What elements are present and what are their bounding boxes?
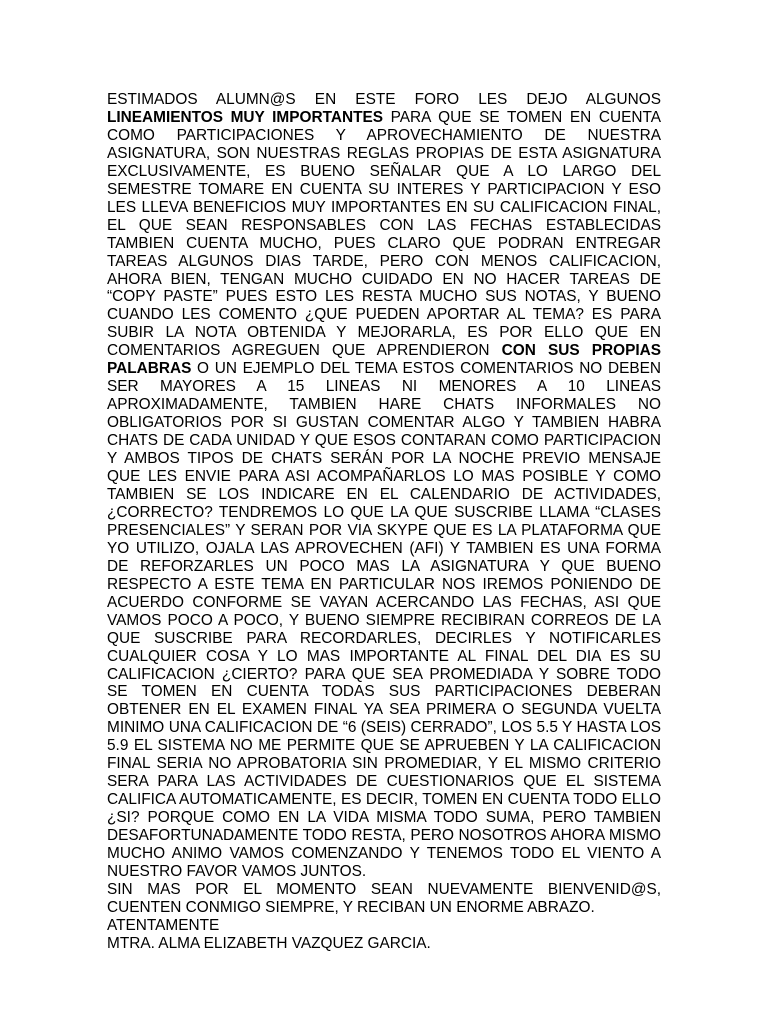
emphasis-own-words: CON SUS PROPIAS PALABRAS [107, 342, 661, 378]
body-text-part-1: ESTIMADOS ALUMN@S EN ESTE FORO LES DEJO ALGUNOS [107, 91, 661, 108]
body-text-part-2: PARA QUE SE TOMEN EN CUENTA COMO PARTICIPACIONES Y APROVECHAMIENTO DE NUESTRA ASIGNATURA, SON NUESTRAS REGLAS PROPIAS DE ESTA ASIGNATURA EXCLUSIVAMENTE, ES BUENO SEÑALAR QUE A LO LARGO DEL SEMESTRE TOMARE EN CUENTA SU INTERES Y PARTICIPACION Y ESO LES LLEVA BENEFICIOS MUY IMPORTANTES EN SU CALIFICACION FINAL, EL QUE SEAN RESPONSABLES CON LAS FECHAS ESTABLECIDAS TAMBIEN CUENTA MUCHO, PUES CLARO QUE PODRAN ENTREGAR TAREAS ALGUNOS DIAS TARDE, PERO CON MENOS CALIFICACION, AHORA BIEN, TENGAN MUCHO CUIDADO EN NO HACER TAREAS DE “COPY PASTE” PUES ESTO LES RESTA MUCHO SUS NOTAS, Y BUENO CUANDO LES COMENTO ¿QUE PUEDEN APORTAR AL TEMA? ES PARA SUBIR LA NOTA OBTENIDA Y MEJORARLA, ES POR ELLO QUE EN COMENTARIOS AGREGUEN QUE APRENDIERON [107, 108, 661, 360]
letter-page [107, 91, 661, 953]
letter-body-paragraph [107, 91, 661, 881]
closing-paragraph: SIN MAS POR EL MOMENTO SEAN NUEVAMENTE BIENVENID@S, CUENTEN CONMIGO SIEMPRE, Y RECIBAN UN ENORME ABRAZO. [107, 880, 661, 916]
emphasis-guidelines: LINEAMIENTOS MUY IMPORTANTES [107, 108, 384, 126]
body-text-part-3: O UN EJEMPLO DEL TEMA ESTOS COMENTARIOS NO DEBEN SER MAYORES A 15 LINEAS NI MENORES A 10 LINEAS APROXIMADAMENTE, TAMBIEN HARE CHATS INFORMALES NO OBLIGATORIOS POR SI GUSTAN COMENTAR ALGO Y TAMBIEN HABRA CHATS DE CADA UNIDAD Y QUE ESOS CONTARAN COMO PARTICIPACION Y AMBOS TIPOS DE CHATS SERÁN POR LA NOCHE PREVIO MENSAJE QUE LES ENVIE PARA ASI ACOMPAÑARLOS LO MAS POSIBLE Y COMO TAMBIEN SE LOS INDICARE EN EL CALENDARIO DE ACTIVIDADES, ¿CORRECTO? TENDREMOS LO QUE LA QUE SUSCRIBE LLAMA “CLASES PRESENCIALES” Y SERAN POR VIA SKYPE QUE ES LA PLATAFORMA QUE YO UTILIZO, OJALA LAS APROVECHEN (AFI) Y TAMBIEN ES UNA FORMA DE REFORZARLES UN POCO MAS LA ASIGNATURA Y QUE BUENO RESPECTO A ESTE TEMA EN PARTICULAR NOS IREMOS PONIENDO DE ACUERDO CONFORME SE VAYAN ACERCANDO LAS FECHAS, ASI QUE VAMOS POCO A POCO, Y BUENO SIEMPRE RECIBIRAN CORREOS DE LA QUE SUSCRIBE PARA RECORDARLES, DECIRLES Y NOTIFICARLES CUALQUIER COSA Y LO MAS IMPORTANTE AL FINAL DEL DIA ES SU CALIFICACION ¿CIERTO? PARA QUE SEA PROMEDIADA Y SOBRE TODO SE TOMEN EN CUENTA TODAS SUS PARTICIPACIONES DEBERAN OBTENER EN EL EXAMEN FINAL YA SEA PRIMERA O SEGUNDA VUELTA MINIMO UNA CALIFICACION DE “6 (SEIS) CERRADO”, LOS 5.5 Y HASTA LOS 5.9 EL SISTEMA NO ME PERMITE QUE SE APRUEBEN Y LA CALIFICACION FINAL SERIA NO APROBATORIA SIN PROMEDIAR, Y EL MISMO CRITERIO SERA PARA LAS ACTIVIDADES DE CUESTIONARIOS QUE EL SISTEMA CALIFICA AUTOMATICAMENTE, ES DECIR, TOMEN EN CUENTA TODO ELLO ¿SI? PORQUE COMO EN LA VIDA MISMA TODO SUMA, PERO TAMBIEN DESAFORTUNADAMENTE TODO RESTA, PERO NOSOTROS AHORA MISMO MUCHO ANIMO VAMOS COMENZANDO Y TENEMOS TODO EL VIENTO A NUESTRO FAVOR VAMOS JUNTOS. [107, 360, 661, 880]
sign-off: ATENTAMENTE [107, 916, 220, 934]
signature: MTRA. ALMA ELIZABETH VAZQUEZ GARCIA. [107, 934, 431, 952]
